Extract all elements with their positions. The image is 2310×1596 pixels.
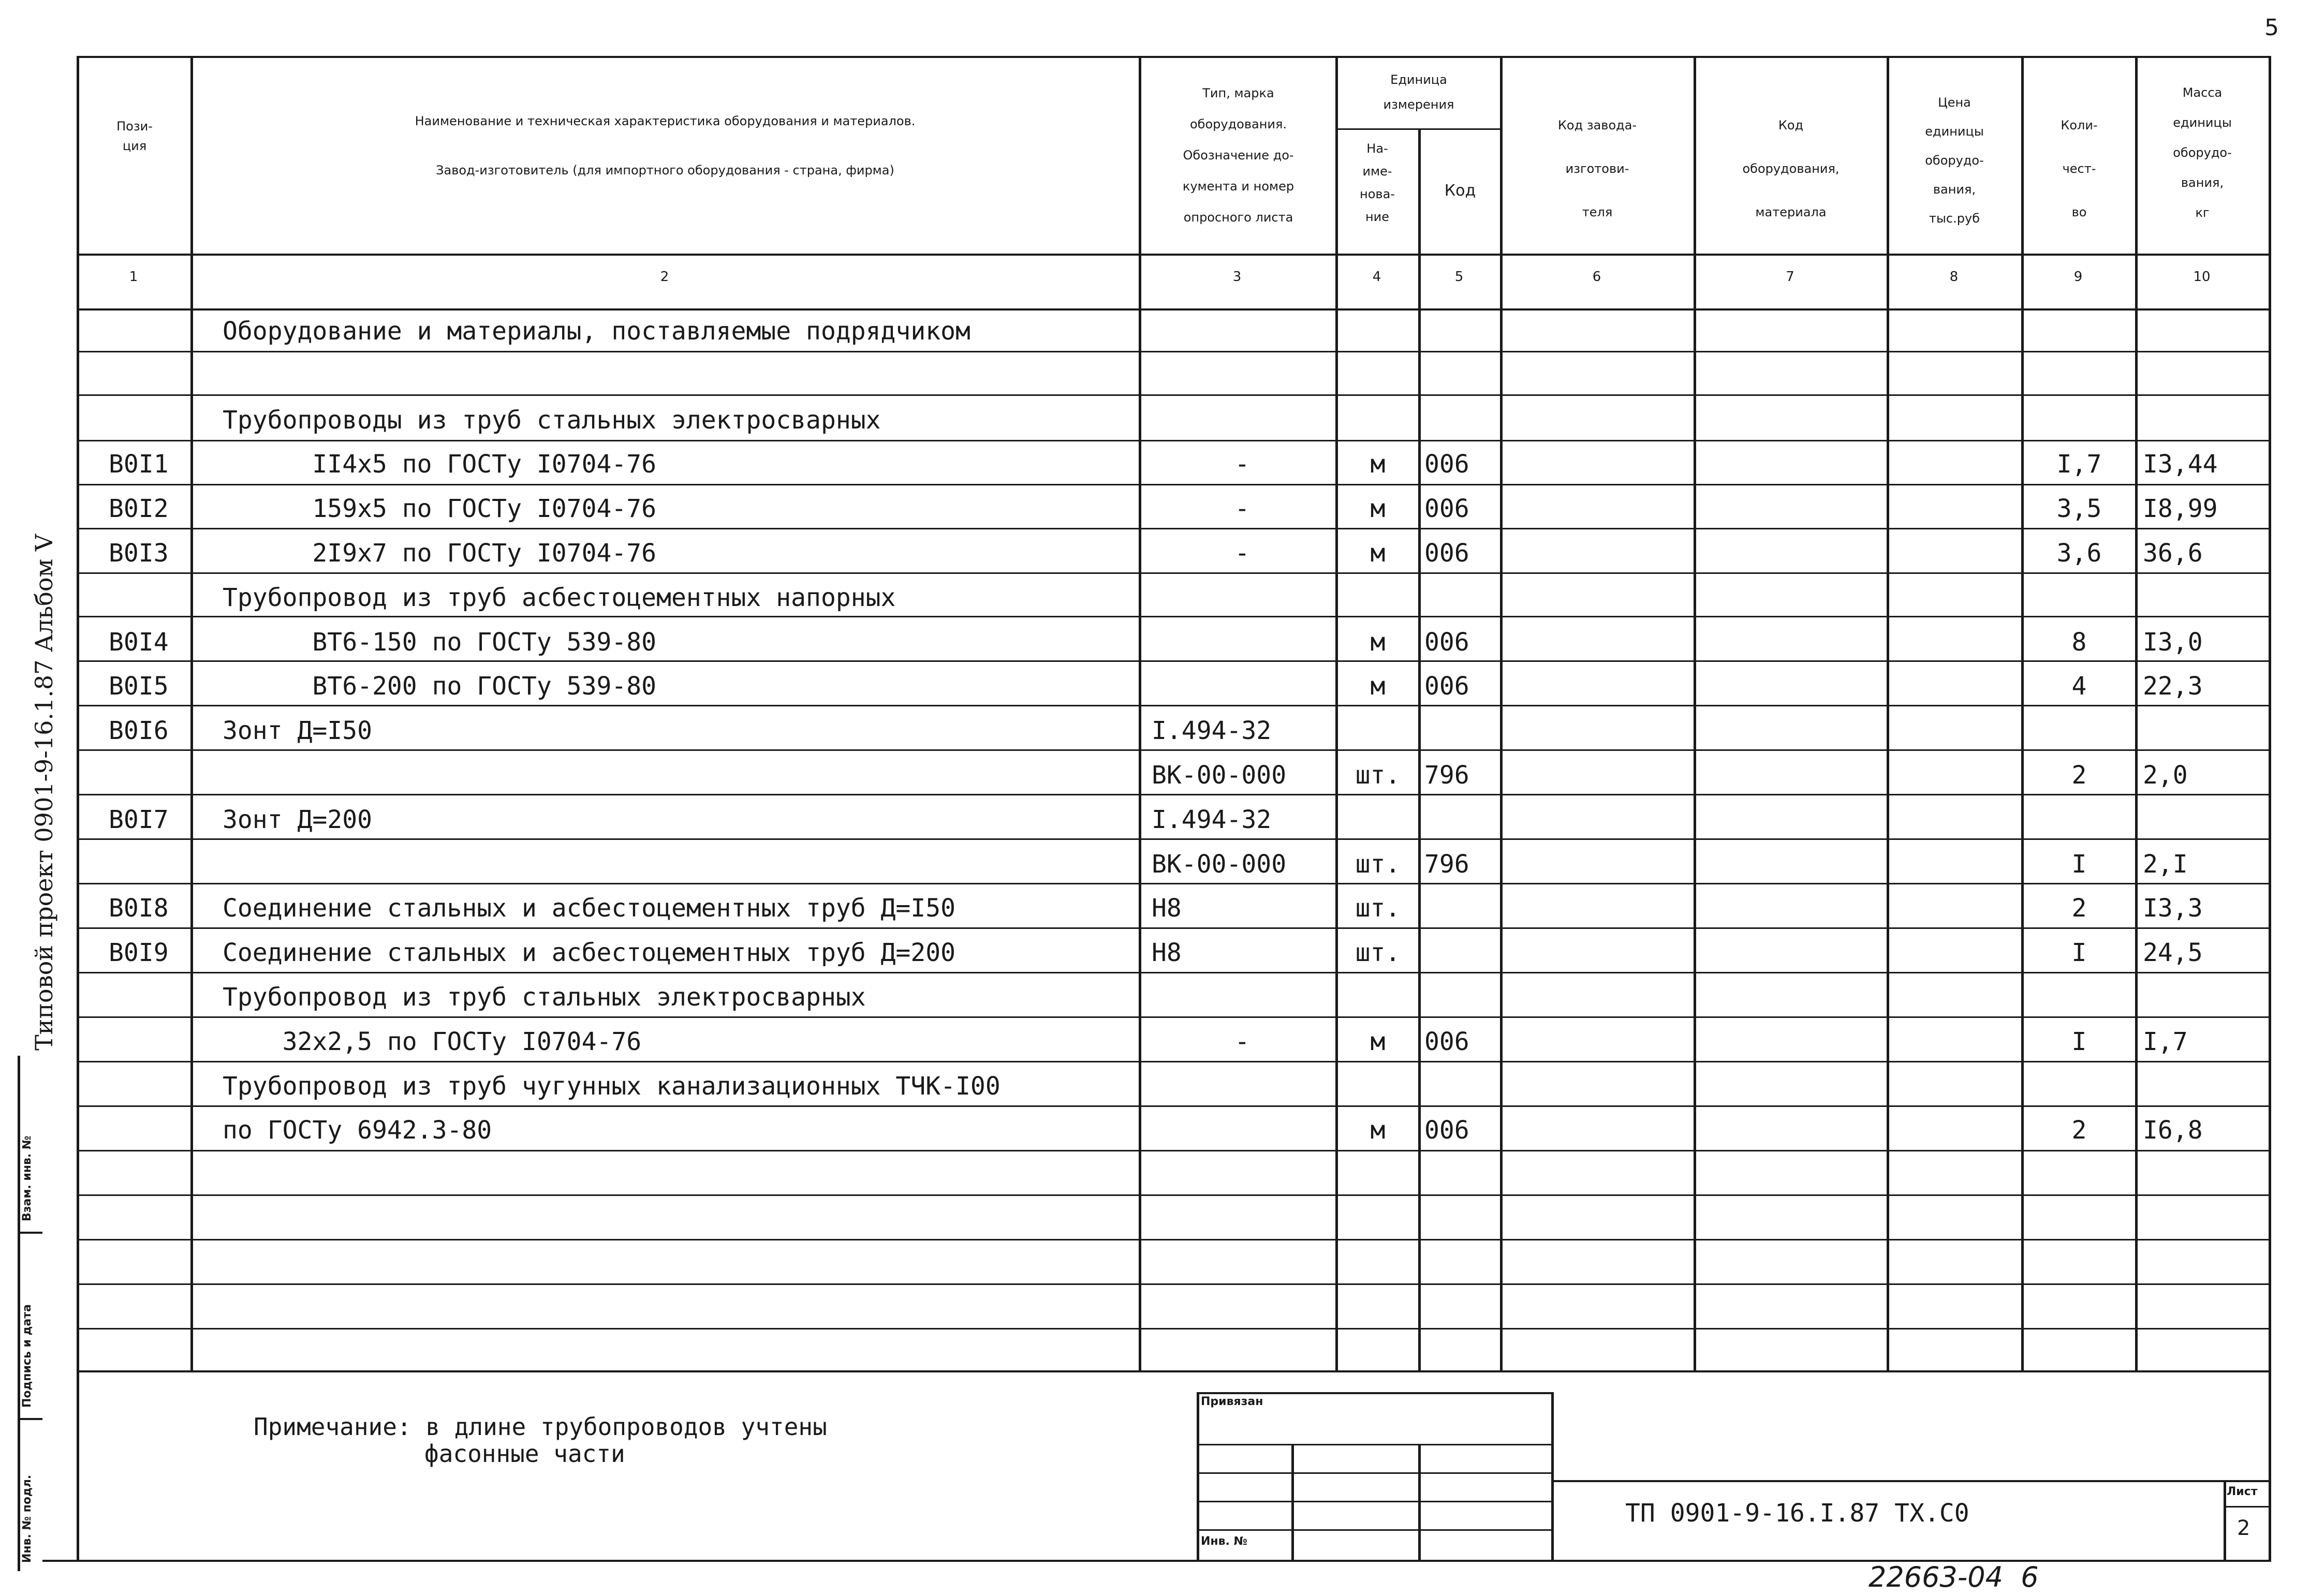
tb-label-top: Привязан (1201, 1395, 1263, 1408)
cell-position: В0I5 (109, 672, 169, 701)
cell-type: I.494-32 (1152, 716, 1272, 746)
cell-quantity: 8 (2071, 627, 2087, 657)
sheet-number: 2 (2237, 1516, 2250, 1540)
cell-unit: шт. (1355, 938, 1401, 968)
cell-unit: шт. (1355, 849, 1401, 879)
header-unit-name: На- име- нова- ние (1360, 141, 1395, 224)
page-number: 5 (2264, 14, 2279, 41)
cell-quantity: 2 (2071, 761, 2087, 790)
sheet-box-left (2224, 1480, 2226, 1561)
col-number: 9 (2073, 269, 2083, 285)
col-number: 7 (1786, 269, 1794, 285)
note-line2: фасонные части (424, 1440, 625, 1468)
cell-unit: м (1370, 1116, 1386, 1145)
col-line (2135, 56, 2138, 1370)
cell-position: В0I2 (109, 494, 169, 524)
cell-quantity: 2 (2071, 894, 2087, 923)
sheet-label: Лист (2227, 1485, 2258, 1498)
cell-position: В0I7 (109, 805, 169, 834)
cell-mass: I8,99 (2143, 494, 2218, 524)
col-number: 1 (129, 269, 138, 285)
cell-name: Соединение стальных и асбестоцементных труб Д=200 (223, 938, 956, 968)
cell-quantity: 4 (2071, 672, 2087, 701)
row-line (77, 616, 2271, 617)
cell-quantity: 2 (2071, 1116, 2087, 1145)
cell-type: - (1234, 494, 1250, 524)
cell-position: В0I1 (109, 450, 169, 479)
col-line (1887, 56, 1889, 1370)
row-line (77, 1105, 2271, 1107)
header-position: Пози- ция (116, 119, 153, 153)
cell-name: Соединение стальных и асбестоцементных труб Д=I50 (223, 894, 956, 923)
cell-name: по ГОСТу 6942.3-80 (223, 1116, 492, 1145)
col-number: 3 (1232, 269, 1242, 285)
cell-unit: м (1370, 494, 1386, 524)
row-line (77, 484, 2271, 485)
col-line (1335, 56, 1338, 1370)
tb-line (1554, 1480, 2271, 1482)
row-line (77, 1328, 2271, 1329)
frame-right (2269, 56, 2271, 1562)
document-code: ТП 0901-9-16.I.87 ТХ.С0 (1625, 1499, 1969, 1528)
header-equipment-code: Код оборудования, материала (1742, 118, 1840, 219)
header-price: Цена единицы оборудо- вания, тыс.руб (1925, 95, 1984, 226)
cell-type: ВК-00-000 (1152, 761, 1287, 790)
cell-type: Н8 (1152, 938, 1182, 968)
cell-position: В0I6 (109, 716, 169, 746)
cell-name: 159x5 по ГОСТу I0704-76 (223, 494, 657, 524)
cell-mass: I6,8 (2143, 1116, 2203, 1145)
tb-line (1197, 1472, 1554, 1474)
stamp-signature-date: Подпись и дата (21, 1304, 34, 1408)
tb-line (1197, 1392, 1554, 1394)
cell-quantity: I (2071, 1027, 2087, 1056)
tb-line (1197, 1529, 1554, 1531)
cell-position: В0I4 (109, 627, 169, 657)
cell-type: - (1234, 450, 1250, 479)
cell-unit: м (1370, 1027, 1386, 1056)
col-line (2021, 56, 2024, 1370)
frame-top (77, 56, 2271, 58)
cell-type: I.494-32 (1152, 805, 1272, 834)
col-line (1500, 56, 1503, 1370)
cell-name: ВТ6-200 по ГОСТу 539-80 (223, 672, 657, 701)
row-line (77, 705, 2271, 706)
row-line (77, 394, 2271, 396)
row-line (77, 972, 2271, 973)
cell-code: 006 (1424, 672, 1469, 701)
header-type: Тип, марка оборудования. Обозначение до- кумента и номер опросного листа (1182, 86, 1294, 225)
row-line (77, 749, 2271, 751)
cell-quantity: 3,6 (2056, 539, 2102, 568)
cell-code: 006 (1424, 494, 1469, 524)
cell-mass: 22,3 (2143, 672, 2203, 701)
cell-name: 2I9x7 по ГОСТу I0704-76 (223, 539, 657, 568)
cell-code: 006 (1424, 627, 1469, 657)
cell-name: 32x2,5 по ГОСТу I0704-76 (223, 1027, 642, 1056)
cell-mass: I3,0 (2143, 627, 2203, 657)
cell-mass: 24,5 (2143, 938, 2203, 968)
sheet-box-line (2224, 1506, 2271, 1508)
stamp-inventory: Инв. № подл. (21, 1474, 34, 1563)
cell-type: Н8 (1152, 894, 1182, 923)
col-line (190, 56, 193, 1370)
col-number: 8 (1949, 269, 1959, 285)
cell-mass: I3,44 (2143, 450, 2218, 479)
cell-code: 006 (1424, 539, 1469, 568)
cell-name: II4x5 по ГОСТу I0704-76 (223, 450, 657, 479)
col-line (1139, 56, 1141, 1370)
numbers-bottom (77, 308, 2271, 311)
row-line (77, 1239, 2271, 1240)
cell-quantity: 3,5 (2056, 494, 2102, 524)
header-bottom (77, 254, 2271, 256)
cell-code: 796 (1424, 761, 1469, 790)
side-caption: Типовой проект 0901-9-16.1.87 Альбом V (30, 534, 58, 1051)
row-line (77, 838, 2271, 840)
col-line (1694, 56, 1696, 1370)
row-line (77, 1150, 2271, 1151)
row-line (77, 794, 2271, 795)
cell-quantity: I,7 (2056, 450, 2102, 479)
cell-name: Оборудование и материалы, поставляемые подрядчиком (223, 317, 970, 346)
tb-label-bottom: Инв. № (1201, 1535, 1248, 1548)
tb-vline (1197, 1392, 1199, 1561)
header-unit-code: Код (1444, 182, 1476, 200)
row-line (77, 351, 2271, 352)
row-line (77, 572, 2271, 574)
cell-position: В0I8 (109, 894, 169, 923)
cell-name: ВТ6-150 по ГОСТу 539-80 (223, 627, 657, 657)
row-line (77, 1061, 2271, 1062)
cell-mass: I,7 (2143, 1027, 2188, 1056)
col-number: 10 (2193, 269, 2211, 285)
header-unit: Единица измерения (1383, 72, 1454, 112)
cell-name: Трубопровод из труб чугунных канализационных ТЧК-I00 (223, 1071, 1000, 1101)
cell-quantity: I (2071, 849, 2087, 879)
cell-name: Трубопровод из труб асбестоцементных напорных (223, 583, 896, 612)
col-number: 2 (660, 269, 669, 285)
row-line (77, 1194, 2271, 1196)
tb-line (1197, 1501, 1554, 1502)
stamp-replacement: Взам. инв. № (21, 1135, 34, 1221)
tb-vline (1418, 1444, 1421, 1561)
cell-code: 006 (1424, 450, 1469, 479)
cell-name: Трубопровод из труб стальных электросварных (223, 983, 866, 1012)
cell-position: В0I3 (109, 539, 169, 568)
cell-code: 006 (1424, 1027, 1469, 1056)
row-line (77, 528, 2271, 529)
cell-unit: м (1370, 627, 1386, 657)
cell-position: В0I9 (109, 938, 169, 968)
row-line (77, 440, 2271, 441)
cell-unit: шт. (1355, 894, 1401, 923)
col-number: 5 (1454, 269, 1464, 285)
cell-unit: м (1370, 539, 1386, 568)
tb-vline (1551, 1392, 1554, 1561)
header-factory-code: Код завода- изготови- теля (1557, 118, 1637, 219)
cell-mass: I3,3 (2143, 894, 2203, 923)
header-name-line2: Завод-изготовитель (для импортного оборудования - страна, фирма) (436, 163, 894, 178)
cell-name: Трубопроводы из труб стальных электросварных (223, 405, 881, 435)
row-line (77, 1283, 2271, 1285)
cell-type: ВК-00-000 (1152, 849, 1287, 879)
col-number: 4 (1372, 269, 1381, 285)
cell-name: Зонт Д=200 (223, 805, 372, 834)
cell-unit: м (1370, 450, 1386, 479)
cell-mass: 36,6 (2143, 539, 2203, 568)
cell-mass: 2,I (2143, 849, 2188, 879)
cell-mass: 2,0 (2143, 761, 2188, 790)
header-quantity: Коли- чест- во (2061, 118, 2098, 219)
archive-number: 22663-04 6 (1868, 1561, 2039, 1593)
cell-type: - (1234, 539, 1250, 568)
cell-unit: м (1370, 672, 1386, 701)
row-line (77, 927, 2271, 929)
cell-type: - (1234, 1027, 1250, 1056)
cell-code: 796 (1424, 849, 1469, 879)
row-line (77, 660, 2271, 662)
cell-quantity: I (2071, 938, 2087, 968)
note-line1: Примечание: в длине трубопроводов учтены (254, 1413, 827, 1441)
table-body-bottom (77, 1370, 2271, 1372)
cell-unit: шт. (1355, 761, 1401, 790)
cell-name: Зонт Д=I50 (223, 716, 372, 746)
tb-vline (1291, 1444, 1294, 1561)
tb-line (1197, 1444, 1554, 1445)
cell-code: 006 (1424, 1116, 1469, 1145)
row-line (77, 883, 2271, 884)
col-number: 6 (1592, 269, 1601, 285)
header-name-line1: Наименование и техническая характеристика оборудования и материалов. (415, 114, 916, 128)
header-mass: Масса единицы оборудо- вания, кг (2173, 85, 2232, 220)
row-line (77, 1016, 2271, 1018)
